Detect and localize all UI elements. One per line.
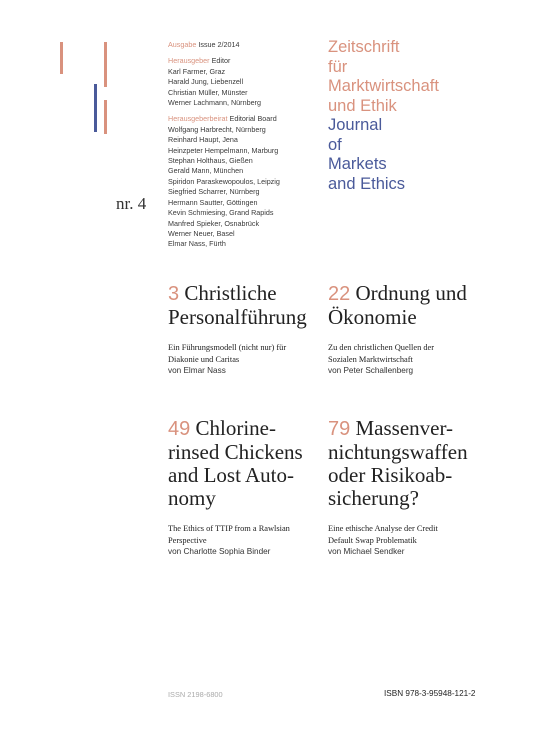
article-title-line: sicherung? bbox=[328, 486, 419, 510]
article-page-number: 49 bbox=[168, 418, 191, 440]
title-de-line: Zeitschrift bbox=[328, 38, 400, 56]
article-subtitle-line: Zu den christlichen Quellen der bbox=[328, 343, 435, 352]
board-name: Reinhard Haupt, Jena bbox=[168, 135, 238, 145]
article-title-line: oder Risikoab- bbox=[328, 463, 453, 487]
title-en-line: Markets bbox=[328, 155, 387, 173]
article-subtitle bbox=[328, 342, 503, 365]
board-name: Elmar Nass, Fürth bbox=[168, 239, 226, 249]
article-author: von Michael Sendker bbox=[328, 547, 405, 556]
editor-name: Christian Müller, Münster bbox=[168, 87, 248, 97]
editor-name: Harald Jung, Liebenzell bbox=[168, 77, 244, 87]
article-title-line: nomy bbox=[168, 486, 216, 510]
article-page-number: 3 bbox=[168, 283, 180, 305]
article-title-line: and Lost Auto- bbox=[168, 463, 294, 487]
issue-label: Ausgabe bbox=[168, 40, 197, 49]
decor-bar-right bbox=[104, 42, 107, 87]
article-subtitle-line: Sozialen Marktwirtschaft bbox=[328, 354, 413, 364]
issue-number: nr. 4 bbox=[116, 194, 147, 213]
title-de-line: und Ethik bbox=[328, 96, 397, 115]
board-label: Herausgeberbeirat bbox=[168, 114, 228, 124]
title-en-line: and Ethics bbox=[328, 174, 406, 193]
journal-title bbox=[328, 38, 528, 194]
article-title-line: Personalführung bbox=[168, 305, 307, 329]
article-title-line: rinsed Chickens bbox=[168, 440, 303, 464]
article-heading bbox=[328, 417, 503, 510]
title-en-line: Journal bbox=[328, 116, 383, 134]
editor-label: Herausgeber bbox=[168, 56, 210, 66]
article-heading bbox=[168, 417, 343, 510]
decor-bar-bottom bbox=[104, 100, 107, 134]
masthead bbox=[168, 40, 318, 256]
article-entry[interactable] bbox=[328, 417, 503, 557]
article-author: von Charlotte Sophia Binder bbox=[168, 547, 271, 556]
decor-bar-navy-left bbox=[94, 84, 97, 132]
board-name: Kevin Schmiesing, Grand Rapids bbox=[168, 208, 274, 218]
article-subtitle-line: The Ethics of TTIP from a Rawlsian bbox=[168, 524, 290, 533]
article-page-number: 22 bbox=[328, 283, 351, 305]
article-title-line: Christliche bbox=[184, 281, 277, 305]
article-subtitle-line: Diakonie und Caritas bbox=[168, 354, 240, 364]
board-name: Hermann Sautter, Göttingen bbox=[168, 197, 258, 207]
article-subtitle-line: Ein Führungsmodell (nicht nur) für bbox=[168, 343, 287, 352]
article-heading bbox=[168, 282, 343, 329]
issue-info bbox=[168, 40, 318, 50]
isbn-number: ISBN 978-3-95948-121-2 bbox=[384, 689, 476, 698]
article-title-line: Chlorine- bbox=[195, 416, 276, 440]
editor-name: Karl Farmer, Graz bbox=[168, 66, 226, 76]
board-name: Siegfried Scharrer, Nürnberg bbox=[168, 187, 260, 197]
board-name: Manfred Spieker, Osnabrück bbox=[168, 218, 260, 228]
article-title-line: Massenver- bbox=[355, 416, 454, 440]
article-subtitle bbox=[328, 523, 503, 546]
board-name: Heinzpeter Hempelmann, Marburg bbox=[168, 145, 279, 155]
article-subtitle-line: Perspective bbox=[168, 535, 207, 545]
board-name: Gerald Mann, München bbox=[168, 166, 244, 176]
article-subtitle bbox=[168, 523, 343, 546]
editor-name: Werner Lachmann, Nürnberg bbox=[168, 98, 261, 108]
article-subtitle-line: Default Swap Problematik bbox=[328, 535, 417, 545]
article-title-line: Ordnung und bbox=[355, 281, 467, 305]
article-heading bbox=[328, 282, 503, 329]
article-author: von Peter Schallenberg bbox=[328, 366, 414, 375]
article-author: von Elmar Nass bbox=[168, 366, 226, 375]
editor-label-en: Editor bbox=[211, 56, 231, 66]
title-de-line: für bbox=[328, 57, 348, 76]
board-name: Wolfgang Harbrecht, Nürnberg bbox=[168, 124, 266, 134]
article-title-line: Ökonomie bbox=[328, 305, 417, 329]
title-en-line: of bbox=[328, 135, 342, 154]
issue-value: Issue 2/2014 bbox=[198, 40, 240, 49]
article-subtitle bbox=[168, 342, 343, 365]
board-label-en: Editorial Board bbox=[229, 114, 277, 124]
decor-bar-left bbox=[60, 42, 63, 74]
article-entry[interactable] bbox=[328, 282, 503, 376]
board-name: Spiridon Paraskewopoulos, Leipzig bbox=[168, 176, 280, 186]
board-list bbox=[168, 114, 318, 249]
editor-list bbox=[168, 56, 318, 108]
article-subtitle-line: Eine ethische Analyse der Credit bbox=[328, 524, 438, 533]
issn-number: ISSN 2198-6800 bbox=[168, 690, 223, 699]
article-title-line: nichtungswaffen bbox=[328, 440, 468, 464]
article-entry[interactable] bbox=[168, 417, 343, 557]
board-name: Stephan Holthaus, Gießen bbox=[168, 156, 253, 166]
title-de-line: Marktwirtschaft bbox=[328, 77, 439, 95]
board-name: Werner Neuer, Basel bbox=[168, 228, 235, 238]
article-page-number: 79 bbox=[328, 418, 351, 440]
article-entry[interactable] bbox=[168, 282, 343, 376]
